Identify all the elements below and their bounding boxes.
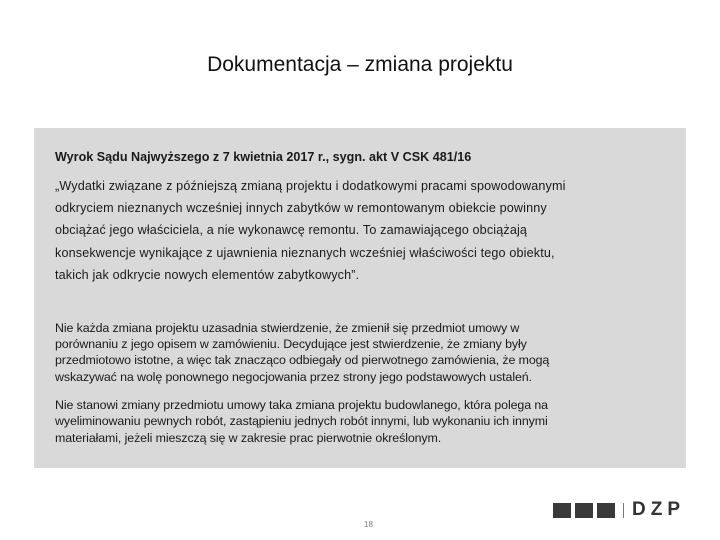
logo-square-icon [575,503,593,518]
paragraph1-line: porównaniu z jego opisem w zamówieniu. Decydujące jest stwierdzenie, że zmiany były [55,337,527,351]
content-box [34,128,686,468]
quote-line: takich jak odkrycie nowych elementów zabytkowych”. [55,268,360,282]
logo-square-icon [553,503,571,518]
quote-line: „Wydatki związane z późniejszą zmianą projektu i dodatkowymi pracami spowodowanymi [55,179,566,193]
logo-text: DZP [632,499,685,520]
paragraph1-line: Nie każda zmiana projektu uzasadnia stwierdzenie, że zmienił się przedmiot umowy w [55,321,520,335]
paragraph2-line: wyeliminowaniu pewnych robót, zastąpieniu jednych robót innymi, lub wykonaniu ich innymi [55,414,548,428]
paragraph1-line: wskazywać na wolę ponownego negocjowania przez strony jego podstawowych ustaleń. [55,370,532,384]
quote-line: obciążać jego właściciela, a nie wykonawcę remontu. To zamawiającego obciążają [55,223,528,237]
paragraph1-line: przedmiotowo istotne, a więc tak znacząco odbiegały od pierwotnego zamówienia, że mogą [55,353,550,367]
paragraph2-line: Nie stanowi zmiany przedmiotu umowy taka zmiana projektu budowlanego, która polega na [55,398,548,412]
quote-line: konsekwencje wynikające z ujawnienia nieznanych wcześniej właściwości tego obiektu, [55,246,555,260]
logo-square-icon [597,503,615,518]
logo-divider [623,503,624,518]
paragraph2-line: materiałami, jeżeli mieszczą się w zakresie prac pierwotnie określonym. [55,431,442,445]
ruling-heading: Wyrok Sądu Najwyższego z 7 kwietnia 2017 r., sygn. akt V CSK 481/16 [55,150,472,164]
dzp-logo [553,499,685,521]
quote-line: odkryciem nieznanych wcześniej innych zabytków w remontowanym obiekcie powinny [55,201,547,215]
page-number: 18 [364,520,373,529]
slide-title: Dokumentacja – zmiana projektu [207,53,513,76]
